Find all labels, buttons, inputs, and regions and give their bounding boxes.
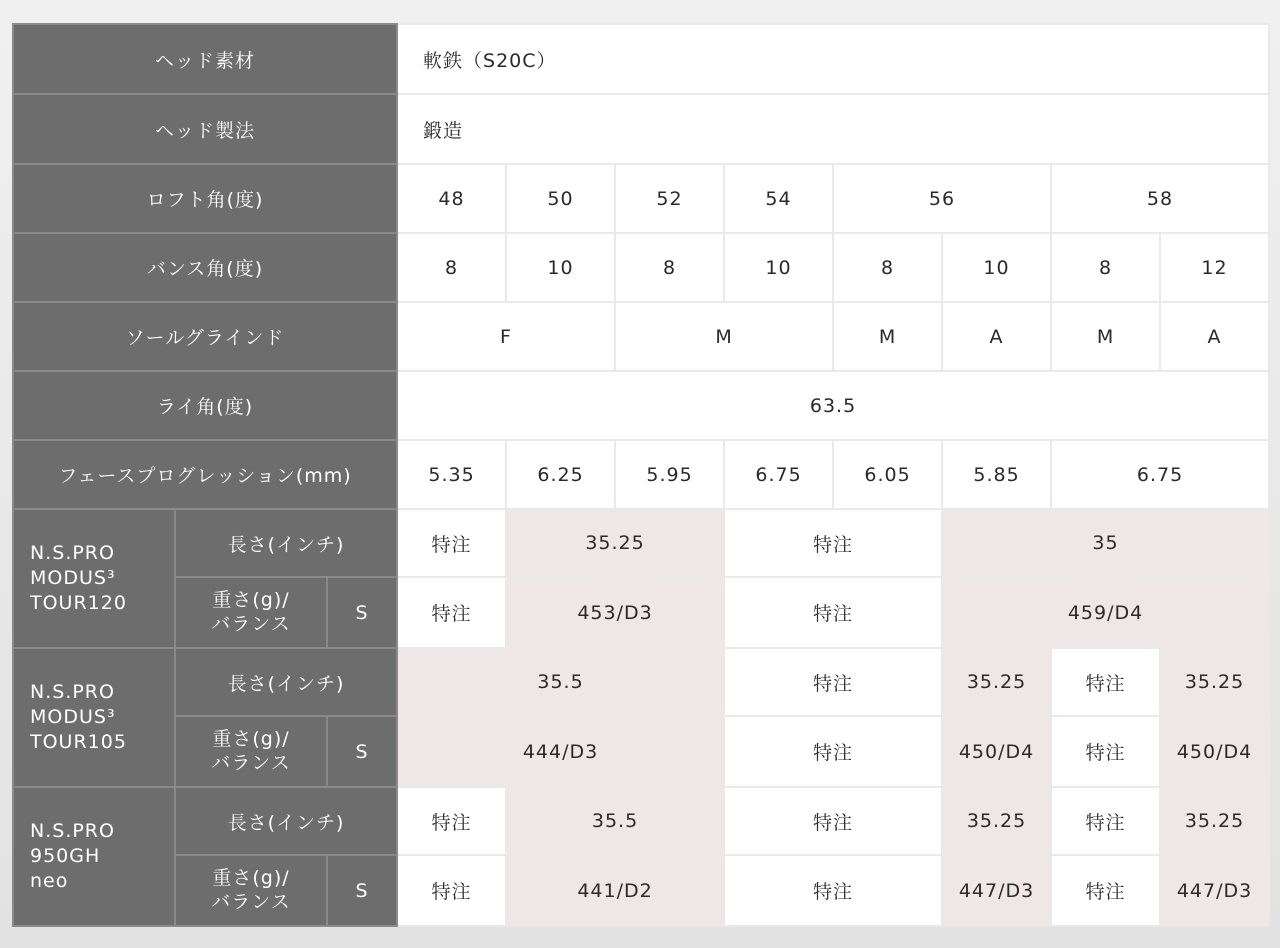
row-sole-grind — [13, 302, 1269, 371]
row-shaft1-weight — [13, 577, 1269, 648]
shaft3-flex: S — [327, 855, 397, 926]
row-shaft2-length — [13, 648, 1269, 716]
loft-label: ロフト角(度) — [13, 164, 397, 233]
spec-table — [12, 23, 1270, 927]
loft-cell: 48 — [397, 164, 506, 233]
head-material-value: 軟鉄（S20C） — [397, 24, 1269, 94]
shaft3-length-cell: 35.25 — [1160, 787, 1269, 855]
shaft2-length-label: 長さ(インチ) — [175, 648, 397, 716]
loft-cell: 58 — [1051, 164, 1269, 233]
shaft2-length-cell: 35.25 — [942, 648, 1051, 716]
bounce-cell: 8 — [397, 233, 506, 302]
loft-cell: 52 — [615, 164, 724, 233]
loft-cell: 50 — [506, 164, 615, 233]
shaft2-weight-cell: 444/D3 — [397, 716, 724, 787]
bounce-cell: 10 — [724, 233, 833, 302]
weight-label-line1: 重さ(g)/ — [212, 588, 290, 611]
loft-cell: 56 — [833, 164, 1051, 233]
shaft3-weight-label — [175, 855, 327, 926]
weight-label-line1: 重さ(g)/ — [212, 866, 290, 889]
shaft1-weight-cell: 特注 — [724, 577, 942, 648]
shaft3-length-cell: 35.25 — [942, 787, 1051, 855]
shaft2-name-line3: TOUR105 — [30, 730, 127, 753]
shaft3-length-cell: 特注 — [1051, 787, 1160, 855]
shaft1-length-label: 長さ(インチ) — [175, 509, 397, 577]
shaft2-weight-label — [175, 716, 327, 787]
shaft2-weight-cell: 450/D4 — [1160, 716, 1269, 787]
row-bounce — [13, 233, 1269, 302]
shaft2-flex: S — [327, 716, 397, 787]
sole-grind-cell: M — [615, 302, 833, 371]
shaft3-length-cell: 35.5 — [506, 787, 724, 855]
shaft1-weight-cell: 459/D4 — [942, 577, 1269, 648]
bounce-cell: 10 — [506, 233, 615, 302]
shaft3-name — [13, 787, 175, 926]
shaft3-weight-cell: 特注 — [1051, 855, 1160, 926]
head-process-label: ヘッド製法 — [13, 94, 397, 164]
row-shaft3-length — [13, 787, 1269, 855]
weight-label-line2: バランス — [211, 751, 291, 774]
progression-cell: 5.85 — [942, 440, 1051, 509]
shaft2-weight-cell: 特注 — [1051, 716, 1160, 787]
shaft1-flex: S — [327, 577, 397, 648]
bounce-cell: 8 — [1051, 233, 1160, 302]
progression-cell: 6.05 — [833, 440, 942, 509]
sole-grind-cell: A — [1160, 302, 1269, 371]
shaft2-name — [13, 648, 175, 787]
shaft3-weight-cell: 441/D2 — [506, 855, 724, 926]
row-shaft2-weight — [13, 716, 1269, 787]
shaft1-name-line1: N.S.PRO — [30, 542, 115, 565]
shaft1-weight-cell: 453/D3 — [506, 577, 724, 648]
lie-value: 63.5 — [397, 371, 1269, 440]
progression-cell: 5.35 — [397, 440, 506, 509]
progression-cell: 6.25 — [506, 440, 615, 509]
row-shaft3-weight — [13, 855, 1269, 926]
shaft2-length-cell: 35.5 — [397, 648, 724, 716]
shaft3-name-line2: 950GH — [30, 845, 101, 868]
weight-label-line2: バランス — [211, 890, 291, 913]
sole-grind-cell: F — [397, 302, 615, 371]
bounce-cell: 12 — [1160, 233, 1269, 302]
shaft3-length-label: 長さ(インチ) — [175, 787, 397, 855]
row-head-process — [13, 94, 1269, 164]
shaft3-length-cell: 特注 — [397, 787, 506, 855]
sole-grind-label: ソールグラインド — [13, 302, 397, 371]
progression-label: フェースプログレッション(mm) — [13, 440, 397, 509]
row-lie — [13, 371, 1269, 440]
shaft3-weight-cell: 特注 — [397, 855, 506, 926]
head-process-value: 鍛造 — [397, 94, 1269, 164]
shaft3-length-cell: 特注 — [724, 787, 942, 855]
progression-cell: 6.75 — [724, 440, 833, 509]
shaft1-name — [13, 509, 175, 648]
shaft2-length-cell: 特注 — [1051, 648, 1160, 716]
shaft3-weight-cell: 447/D3 — [1160, 855, 1269, 926]
shaft3-weight-cell: 447/D3 — [942, 855, 1051, 926]
shaft2-weight-cell: 450/D4 — [942, 716, 1051, 787]
bounce-cell: 10 — [942, 233, 1051, 302]
sole-grind-cell: M — [1051, 302, 1160, 371]
row-loft — [13, 164, 1269, 233]
row-progression — [13, 440, 1269, 509]
progression-cell: 6.75 — [1051, 440, 1269, 509]
shaft1-length-cell: 35.25 — [506, 509, 724, 577]
shaft2-length-cell: 特注 — [724, 648, 942, 716]
shaft3-name-line1: N.S.PRO — [30, 820, 115, 843]
shaft3-weight-cell: 特注 — [724, 855, 942, 926]
shaft1-name-line3: TOUR120 — [30, 591, 127, 614]
shaft2-weight-cell: 特注 — [724, 716, 942, 787]
shaft2-name-line2: MODUS³ — [30, 706, 116, 729]
head-material-label: ヘッド素材 — [13, 24, 397, 94]
row-head-material — [13, 24, 1269, 94]
row-shaft1-length — [13, 509, 1269, 577]
bounce-cell: 8 — [833, 233, 942, 302]
shaft2-name-line1: N.S.PRO — [30, 681, 115, 704]
bounce-cell: 8 — [615, 233, 724, 302]
sole-grind-cell: A — [942, 302, 1051, 371]
shaft1-length-cell: 特注 — [397, 509, 506, 577]
loft-cell: 54 — [724, 164, 833, 233]
bounce-label: バンス角(度) — [13, 233, 397, 302]
shaft2-length-cell: 35.25 — [1160, 648, 1269, 716]
progression-cell: 5.95 — [615, 440, 724, 509]
sole-grind-cell: M — [833, 302, 942, 371]
lie-label: ライ角(度) — [13, 371, 397, 440]
shaft1-weight-cell: 特注 — [397, 577, 506, 648]
shaft1-weight-label — [175, 577, 327, 648]
shaft1-length-cell: 35 — [942, 509, 1269, 577]
shaft1-length-cell: 特注 — [724, 509, 942, 577]
shaft1-name-line2: MODUS³ — [30, 567, 116, 590]
shaft3-name-line3: neo — [30, 869, 69, 892]
weight-label-line1: 重さ(g)/ — [212, 727, 290, 750]
weight-label-line2: バランス — [211, 612, 291, 635]
